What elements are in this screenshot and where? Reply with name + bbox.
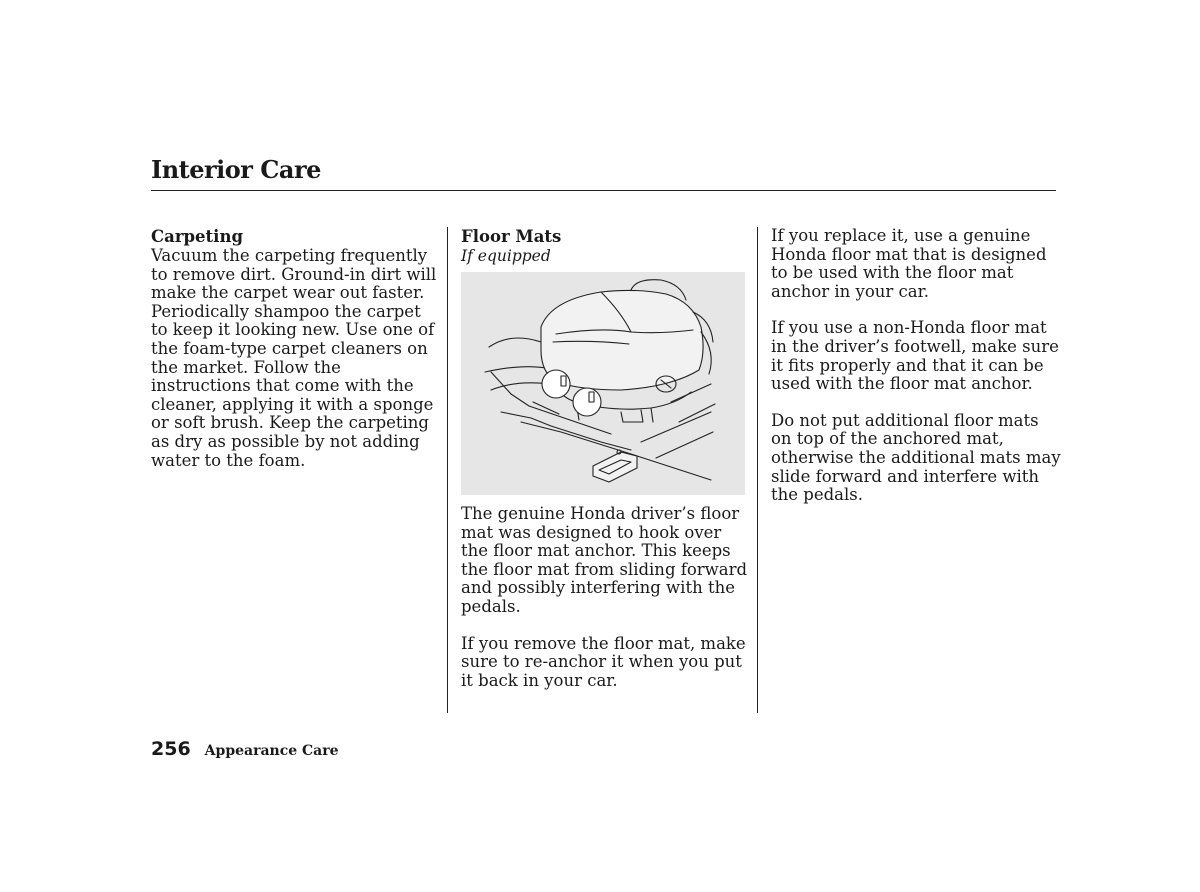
title-divider (151, 190, 1056, 191)
floor-mats-paragraph: Do not put additional floor mats on top of the anchored mat, otherwise the additional mats may slide forward and interfere with the pedals. (771, 410, 1061, 505)
floor-mat-anchor-illustration (461, 272, 745, 495)
column-divider (757, 227, 758, 713)
carpeting-column (151, 227, 441, 488)
floor-mats-paragraph: If you remove the floor mat, make sure to re-anchor it when you put it back in your car. (461, 633, 746, 690)
column-divider (447, 227, 448, 713)
carpeting-heading: Carpeting (151, 227, 243, 246)
floor-mats-column (461, 227, 749, 708)
floor-mats-paragraph: If you use a non-Honda floor mat in the driver’s footwell, make sure it fits properly and that it can be used with the floor mat anchor. (771, 318, 1059, 394)
page-number: 256 (151, 738, 191, 760)
floor-mats-paragraph: If you replace it, use a genuine Honda floor mat that is designed to be used with the floor mat anchor in your car. (771, 226, 1047, 301)
carpeting-body: Vacuum the carpeting frequently to remove dirt. Ground-in dirt will make the carpet wear out faster. Periodically shampoo the carpet to keep it looking new. Use one of the foam-type carpet cleaners on the market. Follow the instructions that come with the cleaner, applying it with a sponge or soft brush. Keep the carpeting as dry as possible by not adding water to the foam. (151, 246, 437, 470)
section-name: Appearance Care (204, 743, 339, 759)
seat-floor-mat-icon (461, 272, 745, 495)
floor-mats-continued-column (771, 227, 1063, 523)
page-footer (151, 738, 339, 760)
floor-mats-subheading: If equipped (461, 247, 551, 265)
page-title: Interior Care (151, 155, 321, 184)
floor-mats-paragraph: The genuine Honda driver’s floor mat was designed to hook over the floor mat anchor. This keeps the floor mat from sliding forward and possibly interfering with the pedals. (461, 504, 748, 616)
floor-mats-heading: Floor Mats (461, 227, 562, 246)
